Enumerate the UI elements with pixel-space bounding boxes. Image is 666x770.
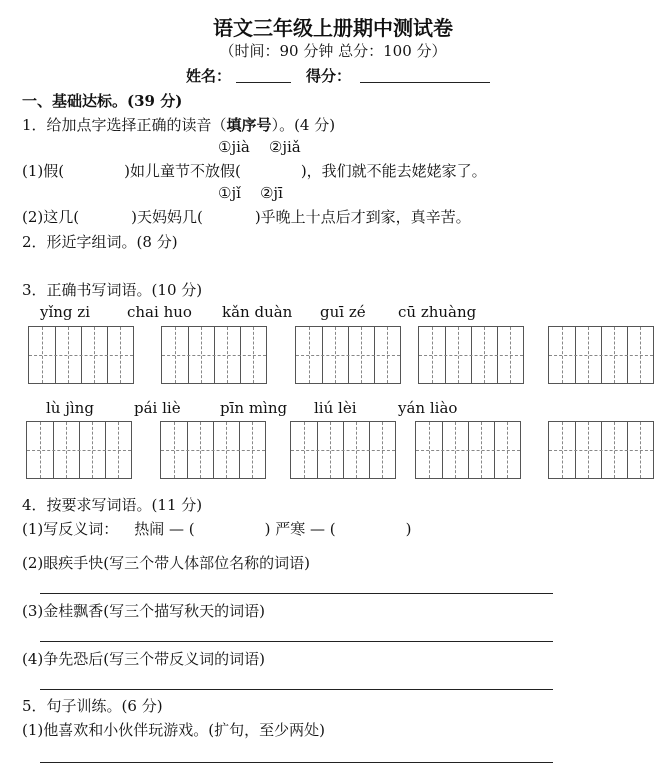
antonym-label: (1)写反义词： — [22, 520, 119, 538]
antonym-part-c: ) — [405, 520, 412, 538]
pinyin-label: pái liè — [134, 399, 181, 417]
pinyin-options-1: ①jià ②jiǎ — [218, 138, 301, 156]
question-1-stem-a: 1．给加点字选择正确的读音（ — [22, 116, 227, 134]
pinyin-label: lù jìng — [46, 399, 94, 417]
question-4-part-2: (2)眼疾手快(写三个带人体部位名称的词语) — [22, 554, 310, 572]
answer-line[interactable] — [40, 593, 553, 594]
pinyin-options-2: ①jǐ ②jī — [218, 184, 283, 202]
answer-line[interactable] — [40, 689, 553, 690]
section-heading: 一、基础达标。(39 分) — [22, 92, 183, 110]
pinyin-label: pīn mìng — [220, 399, 288, 417]
writing-box[interactable] — [290, 421, 396, 479]
question-1-line-2 — [22, 206, 471, 227]
writing-box[interactable] — [548, 421, 654, 479]
writing-box[interactable] — [415, 421, 521, 479]
line2-part-b: )天妈妈几( — [131, 208, 203, 226]
line2-part-c: )乎晚上十点后才到家，真辛苦。 — [254, 208, 471, 226]
pinyin-label: guī zé — [320, 303, 366, 321]
question-1 — [22, 114, 335, 135]
question-5-part-1: (1)他喜欢和小伙伴玩游戏。(扩句，至少两处) — [22, 721, 325, 739]
question-1-stem-c: ）。(4 分) — [271, 116, 336, 134]
line1-part-b: )如儿童节不放假( — [124, 162, 241, 180]
antonym-part-a: 热闹 — ( — [134, 520, 195, 538]
pinyin-label: kǎn duàn — [222, 303, 293, 321]
question-4-antonyms — [22, 518, 412, 539]
pinyin-label: liú lèi — [314, 399, 357, 417]
line1-part-c: )，我们就不能去姥姥家了。 — [300, 162, 487, 180]
question-4: 4．按要求写词语。(11 分) — [22, 496, 203, 514]
writing-box[interactable] — [418, 326, 524, 384]
page-title: 语文三年级上册期中测试卷 — [213, 16, 453, 40]
exam-info: （时间：90 分钟 总分：100 分） — [219, 42, 447, 60]
pinyin-label: yǐng zi — [40, 303, 91, 321]
question-1-line-1 — [22, 160, 487, 181]
answer-line[interactable] — [40, 641, 553, 642]
pinyin-label: yán liào — [398, 399, 458, 417]
writing-box[interactable] — [160, 421, 266, 479]
writing-box[interactable] — [548, 326, 654, 384]
question-3: 3．正确书写词语。(10 分) — [22, 281, 203, 299]
question-4-part-3: (3)金桂飘香(写三个描写秋天的词语) — [22, 602, 265, 620]
pinyin-label: chai huo — [127, 303, 192, 321]
writing-box[interactable] — [161, 326, 267, 384]
writing-box[interactable] — [295, 326, 401, 384]
question-4-part-4: (4)争先恐后(写三个带反义词的词语) — [22, 650, 265, 668]
pinyin-label: cū zhuàng — [398, 303, 477, 321]
line2-part-a: (2)这几( — [22, 208, 80, 226]
name-field[interactable] — [236, 82, 291, 83]
name-label: 姓名： — [186, 67, 232, 85]
answer-line[interactable] — [40, 762, 553, 763]
writing-box[interactable] — [26, 421, 132, 479]
line1-part-a: (1)假( — [22, 162, 65, 180]
question-5: 5．句子训练。(6 分) — [22, 697, 163, 715]
score-label: 得分： — [306, 67, 352, 85]
antonym-part-b: ) 严寒 — ( — [264, 520, 336, 538]
writing-box[interactable] — [28, 326, 134, 384]
question-1-stem-b: 填序号 — [226, 116, 272, 134]
question-2: 2．形近字组词。(8 分) — [22, 233, 178, 251]
score-field[interactable] — [360, 82, 490, 83]
